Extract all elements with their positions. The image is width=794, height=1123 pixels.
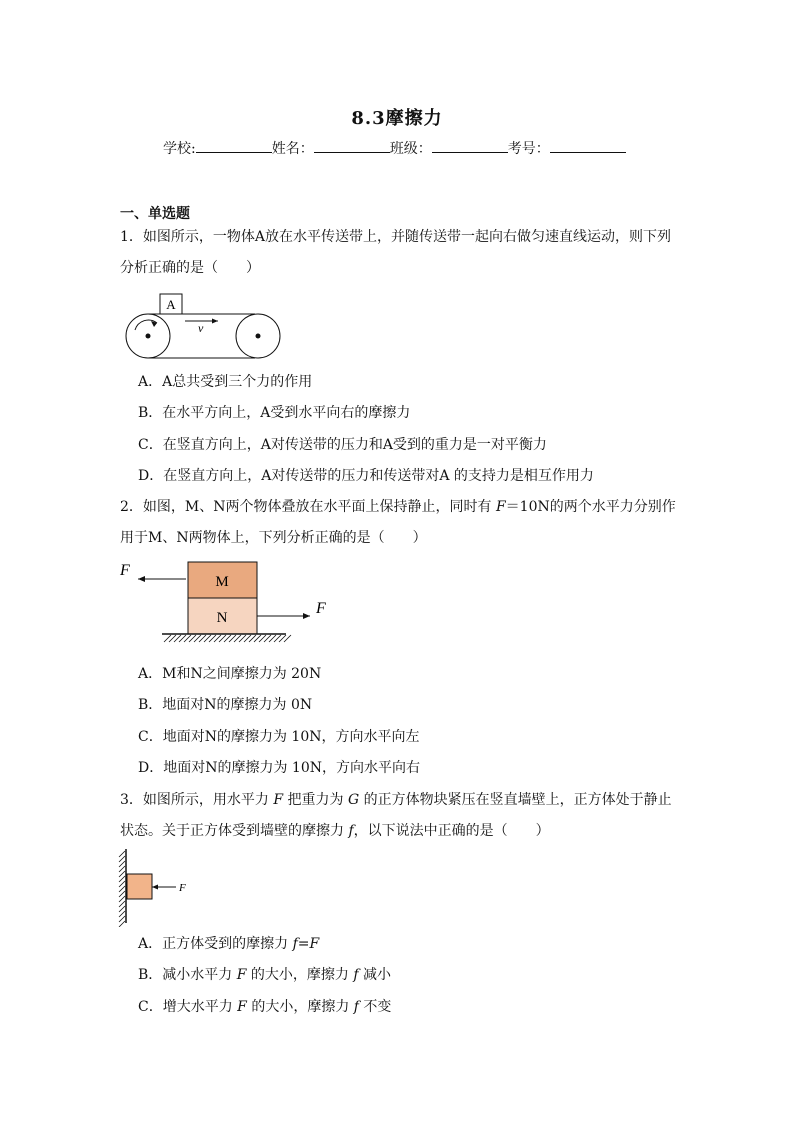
q3-option-a[interactable]: A．正方体受到的摩擦力 f=F [138,936,320,952]
section-heading: 一、单选题 [120,206,190,222]
page-title: 8.3摩擦力 [351,108,443,129]
wall-block-figure [116,845,206,927]
name-label: 姓名： [271,141,314,157]
class-blank[interactable] [432,140,508,153]
question-2-text: 2．如图，M、N两个物体叠放在水平面上保持静止，同时有 F＝10N的两个水平力分别作用于M、N两物体上，下列分析正确的是（ ） [120,499,676,546]
q3-option-c[interactable]: C．增大水平力 F 的大小，摩擦力 f 不变 [138,999,392,1015]
question-3-text: 3．如图所示，用水平力 F 把重力为 G 的正方体物块紧压在竖直墙壁上，正方体处于静止状态。关于正方体受到墙壁的摩擦力 f，以下说法中正确的是（ ） [120,792,672,839]
wall-hatching [119,851,125,927]
block-a-label: A [166,297,176,312]
block-m-label: M [215,574,229,590]
q2-option-b[interactable]: B．地面对N的摩擦力为 0N [138,697,313,713]
q1-option-d[interactable]: D．在竖直方向上，A对传送带的压力和传送带对A 的支持力是相互作用力 [138,468,594,484]
force-label: F [179,882,186,894]
cube-block [127,874,152,899]
class-label: 班级： [389,141,432,157]
exam-no-label: 考号： [507,141,550,157]
q3-option-b[interactable]: B．减小水平力 F 的大小，摩擦力 f 减小 [138,967,392,983]
school-blank[interactable] [196,140,272,153]
question-1-text: 1．如图所示，一物体A放在水平传送带上，并随传送带一起向右做匀速直线运动，则下列分析正确的是（ ） [120,229,672,276]
conveyor-belt-figure [118,290,288,362]
q1-option-a[interactable]: A．A总共受到三个力的作用 [138,374,313,390]
q2-option-d[interactable]: D．地面对N的摩擦力为 10N，方向水平向右 [138,760,420,776]
force-right-label: F [316,600,326,617]
name-blank[interactable] [314,140,390,153]
q2-option-c[interactable]: C．地面对N的摩擦力为 10N，方向水平向左 [138,729,420,745]
q2-option-a[interactable]: A．M和N之间摩擦力为 20N [138,666,322,682]
student-info-line [163,138,626,158]
q1-option-b[interactable]: B．在水平方向上，A受到水平向右的摩擦力 [138,405,411,421]
block-n-label: N [216,610,228,626]
q1-option-c[interactable]: C．在竖直方向上，A对传送带的压力和A受到的重力是一对平衡力 [138,437,547,453]
velocity-label: v [198,321,204,335]
school-label: 学校: [163,141,196,157]
ground-hatching [164,635,291,642]
force-left-label: F [120,562,130,579]
stacked-blocks-figure [116,555,336,655]
exam-no-blank[interactable] [550,140,626,153]
